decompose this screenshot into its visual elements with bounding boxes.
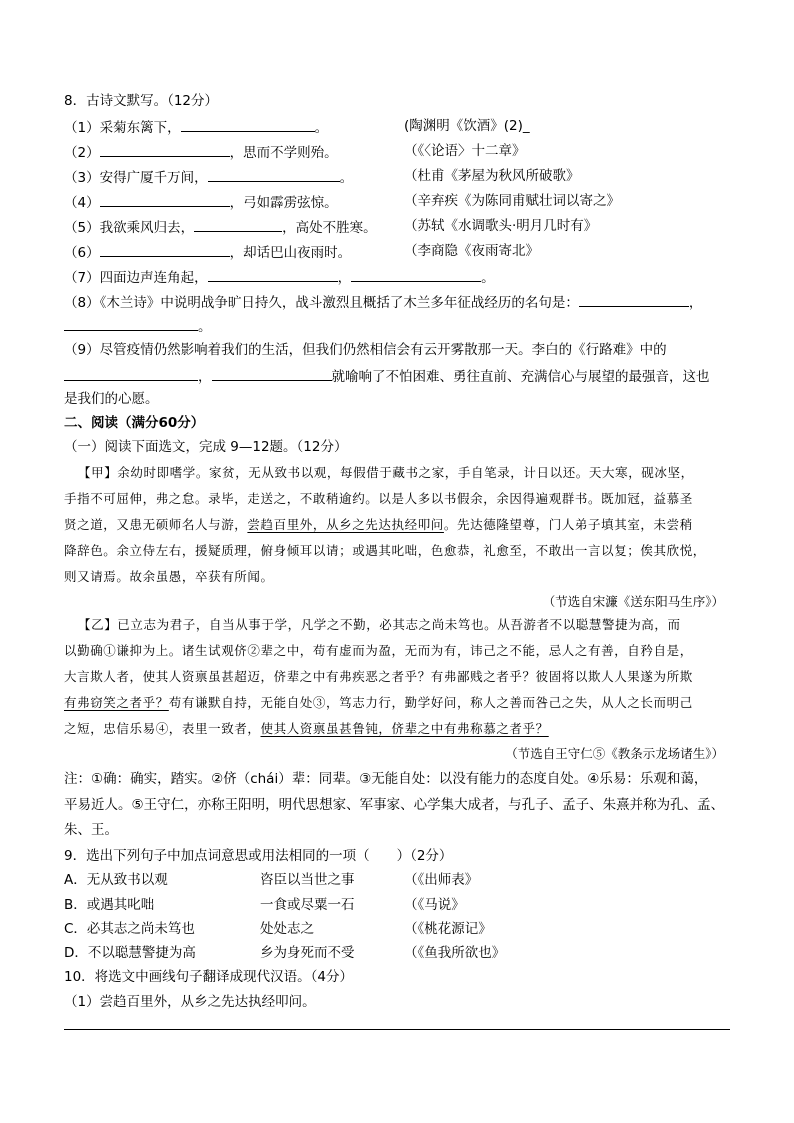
answer-blank[interactable] — [579, 292, 689, 307]
q9-option-c-source: （《桃花源记》 — [404, 921, 492, 937]
q8-item-1-post: 。 — [314, 120, 329, 136]
q8-item-5 — [64, 217, 377, 237]
answer-blank[interactable] — [64, 366, 198, 381]
q9-option-d-compare: 乡为身死而不受 — [260, 945, 355, 961]
underlined-sentence: 尝趋百里外，从乡之先达执经叩问 — [247, 517, 444, 532]
answer-blank[interactable] — [194, 217, 282, 232]
q10-title: 10．将选文中画线句子翻译成现代汉语。（4分） — [64, 969, 354, 985]
answer-blank[interactable] — [351, 267, 481, 282]
q8-item-9-cont — [64, 366, 710, 386]
q8-item-1-pre: （1）采菊东篱下， — [64, 120, 181, 136]
yi-line-5 — [64, 720, 549, 738]
q10-sentence-1: （1）尝趋百里外，从乡之先达执经叩问。 — [64, 994, 316, 1010]
jia-line-3-b: 。先达德隆望尊，门人弟子填其室，未尝稍 — [443, 517, 693, 532]
answer-blank[interactable] — [208, 167, 340, 182]
jia-line-5: 则又请焉。故余虽愚，卒获有所闻。 — [64, 569, 274, 584]
q8-item-9-tail: 就喻响了不怕困难、勇往直前、充满信心与展望的最强音，这也 — [331, 369, 710, 385]
jia-line-1: 【甲】余幼时即嗜学。家贫，无从致书以观，每假借于藏书之家，手自笔录，计日以还。天大寒，砚冰坚， — [78, 465, 694, 480]
notes-line-1: 注：①确：确实，踏实。②侪（chái）辈：同辈。③无能自处：以没有能力的态度自处。④乐易：乐观和蔼， — [64, 771, 708, 787]
q8-item-4-source: （辛弃疾《为陈同甫赋壮词以寄之》 — [404, 193, 620, 209]
answer-blank[interactable] — [212, 366, 332, 381]
yi-line-2: 以勤确①谦抑为上。诸生试观侪②辈之中，苟有虚而为盈，无而为有，讳己之不能，忌人之有善，自矜自是， — [64, 643, 693, 658]
jia-source: （节选自宋濂《送东阳马生序》） — [542, 594, 724, 609]
q9-option-d[interactable]: D．不以聪慧警捷为高 — [64, 945, 196, 961]
q8-item-4-post: ，弓如霹雳弦惊。 — [229, 195, 338, 211]
q8-item-3-post: 。 — [339, 170, 354, 186]
answer-blank[interactable] — [181, 117, 315, 132]
jia-line-3 — [64, 516, 693, 534]
q8-item-9-end: 是我们的心愿。 — [64, 391, 159, 407]
q8-item-9-mid: ， — [198, 369, 212, 385]
q8-item-3-source: （杜甫《茅屋为秋风所破歌》 — [404, 168, 580, 184]
q8-item-3-pre: （3）安得广厦千万间， — [64, 170, 208, 186]
q8-item-4 — [64, 192, 338, 212]
q8-item-6-post: ，却话巴山夜雨时。 — [229, 245, 352, 261]
answer-line[interactable] — [64, 1029, 730, 1030]
underlined-sentence: 有弗窃笑之者乎？ — [64, 695, 169, 710]
answer-blank[interactable] — [100, 242, 230, 257]
q8-item-6 — [64, 242, 351, 262]
q8-item-5-pre: （5）我欲乘风归去， — [64, 220, 195, 236]
yi-line-4 — [64, 694, 693, 712]
jia-line-2: 手指不可屈伸，弗之怠。录毕，走送之，不敢稍逾约。以是人多以书假余，余因得遍观群书。既加冠，益慕圣 — [64, 491, 693, 506]
q8-item-3 — [64, 167, 353, 187]
q9-option-b-compare: 一食或尽粟一石 — [260, 897, 355, 913]
q8-item-7 — [64, 267, 495, 287]
answer-blank[interactable] — [100, 142, 230, 157]
q9-option-a-source: （《出师表》 — [404, 872, 479, 888]
q8-item-8-text: （8）《木兰诗》中说明战争旷日持久，战斗激烈且概括了木兰多年征战经历的名句是： — [64, 295, 579, 311]
q8-item-2-post: ，思而不学则殆。 — [229, 145, 338, 161]
yi-line-5-a: 之短，忠信乐易④，表里一致者， — [64, 721, 261, 736]
q9-option-b-source: （《马说》 — [404, 897, 465, 913]
q8-item-8 — [64, 292, 702, 312]
q8-item-8-end: 。 — [198, 319, 212, 335]
notes-line-3: 朱、王。 — [64, 822, 118, 838]
q8-item-2 — [64, 142, 338, 162]
q8-item-8-comma: ， — [688, 295, 703, 311]
yi-line-1: 【乙】已立志为君子，自当从事于学，凡学之不勤，必其志之尚未笃也。从吾游者不以聪慧警捷为高，而 — [78, 617, 681, 632]
part1-heading: （一）阅读下面选文，完成 9—12题。（12分） — [64, 439, 348, 455]
section-heading: 二、阅读（满分60分） — [64, 415, 205, 431]
q8-item-5-source: （苏轼《水调歌头·明月几时有》 — [404, 218, 598, 234]
q8-item-1-source: (陶渊明《饮酒》(2)_ — [404, 118, 530, 134]
q8-item-6-pre: （6） — [64, 245, 100, 261]
q8-item-5-post: ，高处不胜寒。 — [282, 220, 377, 236]
jia-line-3-a: 贤之道，又患无硕师名人与游， — [64, 517, 248, 532]
underlined-sentence: 使其人资禀虽甚鲁钝，侪辈之中有弗称慕之者乎？ — [260, 721, 549, 736]
q9-option-a[interactable]: A．无从致书以观 — [64, 872, 168, 888]
q9-option-a-compare: 咨臣以当世之事 — [260, 872, 355, 888]
q8-item-1 — [64, 117, 328, 137]
yi-source: （节选自王守仁⑤《教条示龙场诸生》） — [505, 746, 724, 761]
q8-item-7-mid: ， — [337, 270, 352, 286]
q8-item-2-pre: （2） — [64, 145, 100, 161]
jia-line-4: 降辞色。余立侍左右，援疑质理，俯身倾耳以请；或遇其叱咄，色愈恭，礼愈至，不敢出一言以复；俟其欣悦， — [64, 543, 706, 558]
q8-item-7-post: 。 — [481, 270, 495, 286]
q9-option-c[interactable]: C．必其志之尚未笃也 — [64, 921, 195, 937]
q8-item-7-pre: （7）四面边声连角起， — [64, 270, 208, 286]
answer-blank[interactable] — [208, 267, 338, 282]
q8-item-9: （9）尽管疫情仍然影响着我们的生活，但我们仍然相信会有云开雾散那一天。李白的《行路难》中的 — [64, 342, 667, 358]
q9-option-d-source: （《鱼我所欲也》 — [404, 945, 506, 961]
yi-line-3: 大言欺人者，使其人资禀虽甚超迈，侪辈之中有弗疾恶之者乎？有弗鄙贱之者乎？彼固将以欺人人果遂为所欺 — [64, 669, 693, 684]
q9-option-b[interactable]: B．或遇其叱咄 — [64, 897, 155, 913]
q8-item-6-source: （李商隐《夜雨寄北》 — [404, 243, 539, 259]
q9-option-c-compare: 处处志之 — [260, 921, 314, 937]
yi-line-4-b: 苟有谦默自持，无能自处③，笃志力行，勤学好问，称人之善而咎己之失，从人之长而明己 — [168, 695, 693, 710]
notes-line-2: 平易近人。⑤王守仁，亦称王阳明，明代思想家、军事家、心学集大成者，与孔子、孟子、朱熹并称为孔、孟、 — [64, 797, 725, 813]
answer-blank[interactable] — [100, 192, 230, 207]
q8-item-2-source: （《〈论语〉十二章》 — [404, 143, 526, 159]
q8-item-8-cont — [64, 316, 212, 336]
q8-title: 8．古诗文默写。（12分） — [64, 93, 219, 109]
q8-item-4-pre: （4） — [64, 195, 100, 211]
answer-blank[interactable] — [64, 316, 198, 331]
q9-title: 9．选出下列句子中加点词意思或用法相同的一项（ ）（2分） — [64, 848, 453, 864]
